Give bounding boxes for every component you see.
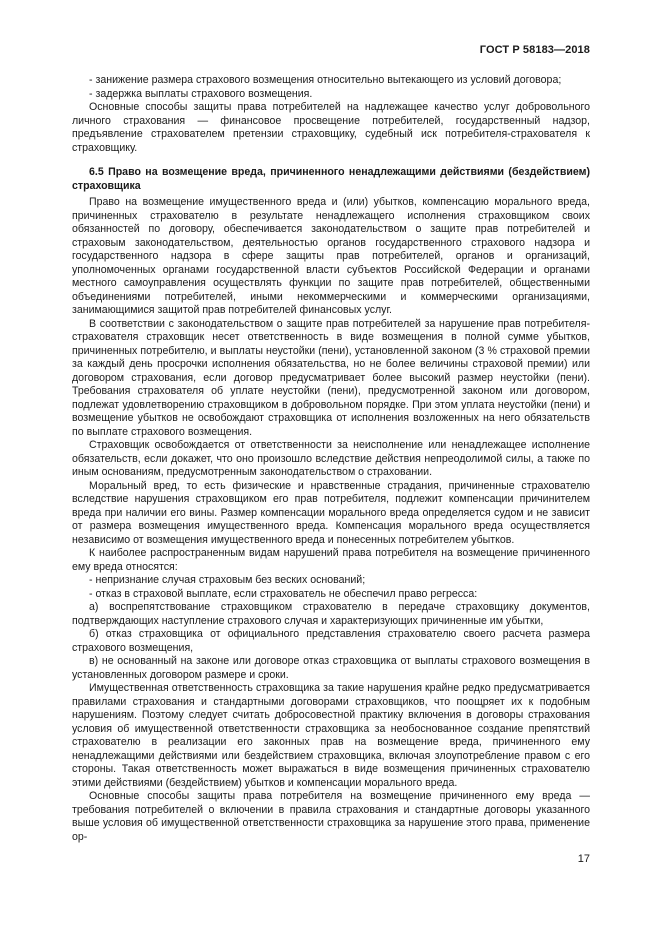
paragraph: Право на возмещение имущественного вреда и (или) убытков, компенсацию морального вреда, причиненных страхователю в результате ненадлежащего исполнения страховщиком своих обязанностей по договору, обеспечивается законодательством о защите прав потребителей и страховым законодательством, деятельностью органов государственного страхового надзора и государственного надзора в сфере защиты прав потребителей, органов и организаций, уполномоченных органами государственной власти субъектов Российской Федерации и органами местного самоуправления осуществлять функции по защите прав потребителей, общественными объединениями потребителей, иными некоммерческими и коммерческими организациями, занимающимися защитой прав потребителей финансовых услуг. [72,196,590,316]
intro-dash-item: - задержка выплаты страхового возмещения. [89,87,313,100]
section-title: 6.5 Право на возмещение вреда, причиненного ненадлежащими действиями (бездействием) страховщика [72,166,590,192]
dash-list-item: - отказ в страховой выплате, если страхователь не обеспечил право регресса: [89,587,478,600]
document-body [72,74,590,844]
sub-list-item: а) воспрепятствование страховщиком страхователю в передаче страховщику документов, подтверждающих наступление страхового случая и характеризующих причиненные им убытки, [72,601,590,627]
sub-list-item: б) отказ страховщика от официального представления страхователю своего расчета размера страхового возмещения, [72,628,590,654]
sub-list-item: в) не основанный на законе или договоре отказ страховщика от выплаты страхового возмещения в установленных договором размере и сроки. [72,655,590,681]
standard-header: ГОСТ Р 58183—2018 [479,44,590,56]
intro-paragraph: Основные способы защиты права потребителей на надлежащее качество услуг добровольного личного страхования — финансовое просвещение потребителей, государственный надзор, предъявление страхователем претензии страховщику, судебный иск потребителя-страхователя к страховщику. [72,101,590,154]
paragraph: Моральный вред, то есть физические и нравственные страдания, причиненные страхователю вследствие нарушения страховщиком его прав потребителя, подлежит компенсации причинителем вреда при наличии его вины. Размер компенсации морального вреда определяется судом и не зависит от размера возмещения имущественного вреда. Компенсация морального вреда осуществляется независимо от возмещения имущественного вреда и понесенных потребителем убытков. [72,479,590,546]
paragraph: К наиболее распространенным видам нарушений права потребителя на возмещение причиненного ему вреда относятся: [72,547,590,573]
dash-list-item: - непризнание случая страховым без веских оснований; [89,574,366,586]
page-number: 17 [577,853,590,865]
paragraph: Основные способы защиты права потребителя на возмещение причиненного ему вреда — требования потребителей о включении в правила страхования и стандартные договоры указанного выше условия об имущественной ответственности страховщика за нарушение этого права, применение ор- [72,790,590,843]
paragraph: Страховщик освобождается от ответственности за неисполнение или ненадлежащее исполнение обязательств, если докажет, что оно произошло вследствие действия непреодолимой силы, а также по иным основаниям, предусмотренным законодательством о страховании. [72,439,590,478]
paragraph: Имущественная ответственность страховщика за такие нарушения крайне редко предусматривается правилами страхования и стандартными договорами страховщиков, что поощряет их к подобным нарушениям. Поэтому следует считать добросовестной практику включения в договоры страхования условия об имущественной ответственности страховщика за необоснованное создание препятствий страхователю в реализации его законных прав на возмещение вреда, причиненного ему ненадлежащими действиями или бездействием страховщика, включая злоупотребление правом с его стороны. Такая ответственность может выражаться в виде возмещения причиненных страхователю этими действиями (бездействием) убытков и компенсации морального вреда. [72,682,590,789]
paragraph: В соответствии с законодательством о защите прав потребителей за нарушение прав потребителя-страхователя страховщик несет ответственность в виде возмещения в полной сумме убытков, причиненных потребителю, и выплаты неустойки (пени), установленной законом (3 % страховой премии за каждый день просрочки исполнения обязательства, но не более величины страховой премии) или договором страхования, если договор предусматривает более высокий размер неустойки (пени). Требования страхователя об уплате неустойки (пени), предусмотренной законом или договором, подлежат удовлетворению страховщиком в добровольном порядке. При этом уплата неустойки (пени) и возмещение убытков не освобождают страховщика от исполнения возложенных на него обязательств по выплате страхового возмещения. [72,317,590,438]
intro-dash-item: - занижение размера страхового возмещения относительно вытекающего из условий договора; [89,74,562,86]
